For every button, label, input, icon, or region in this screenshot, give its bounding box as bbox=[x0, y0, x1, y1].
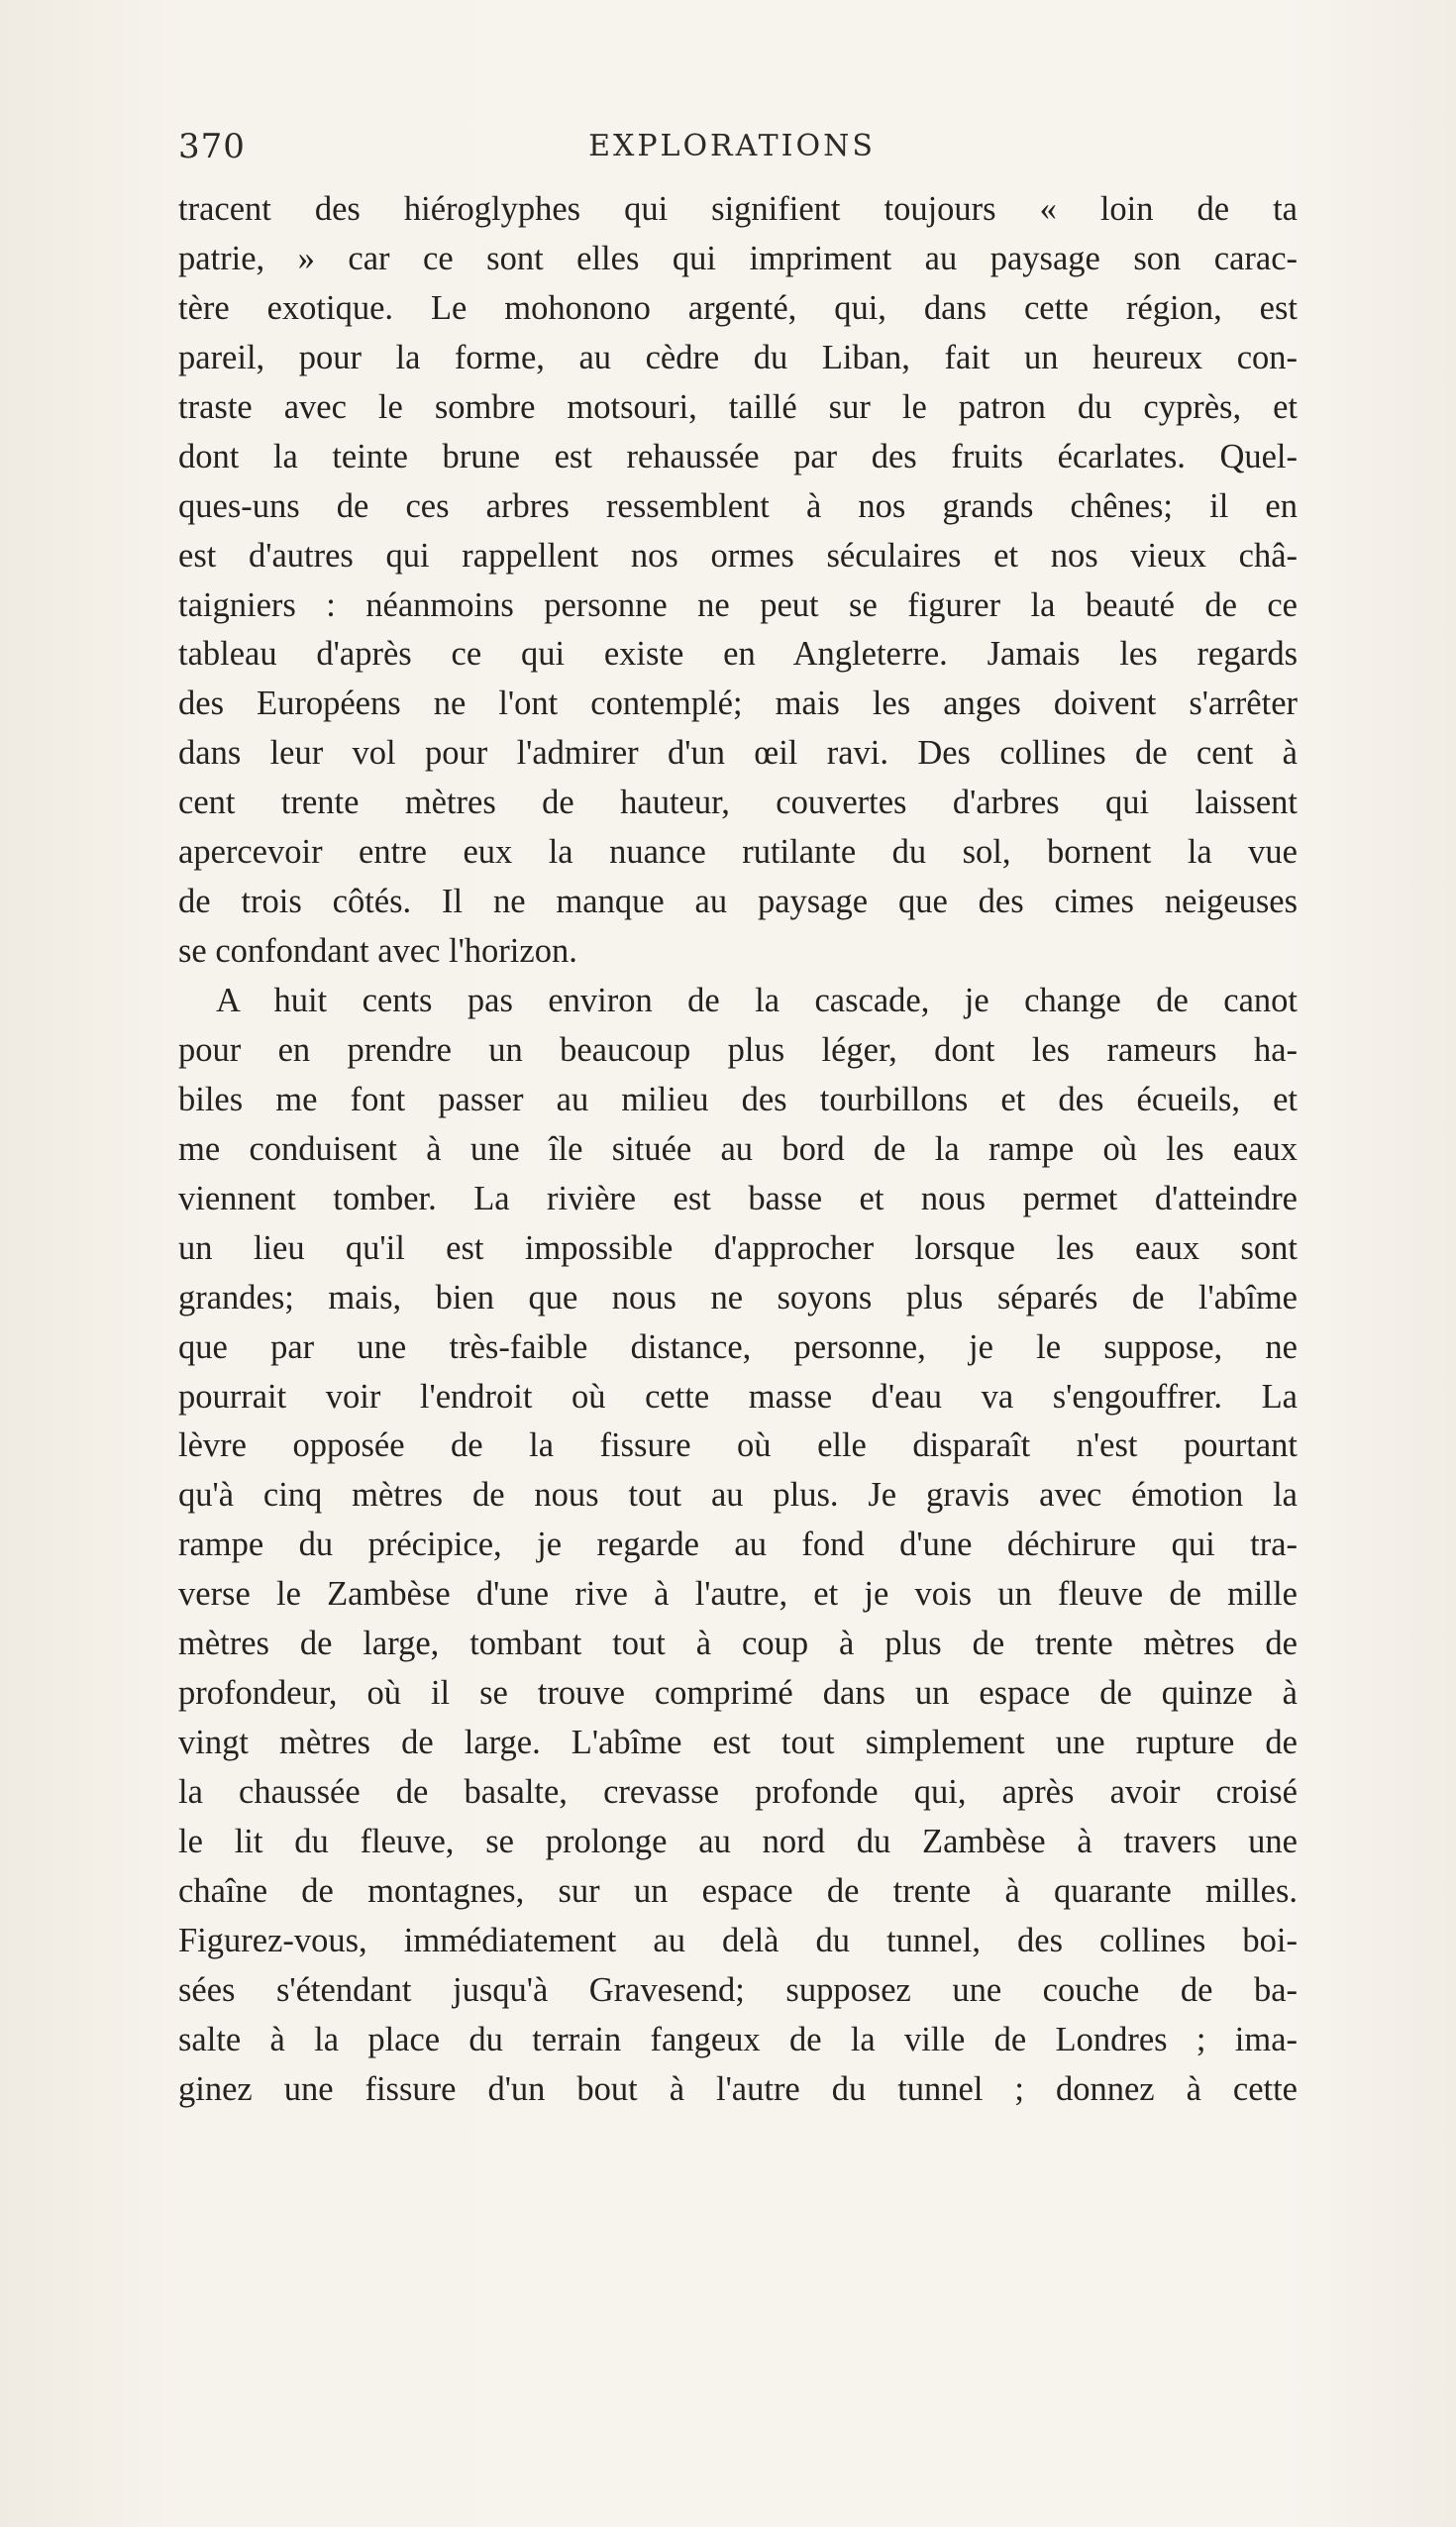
text-line: tère exotique. Le mohonono argenté, qui, dans cette région, est bbox=[178, 288, 1298, 327]
text-line: Figurez-vous, immédiatement au delà du tunnel, des collines boi- bbox=[178, 1921, 1298, 1959]
body-text bbox=[178, 185, 1298, 2115]
text-line: la chaussée de basalte, crevasse profonde qui, après avoir croisé bbox=[178, 1773, 1298, 1811]
text-line: pour en prendre un beaucoup plus léger, dont les rameurs ha- bbox=[178, 1030, 1298, 1069]
running-title: EXPLORATIONS bbox=[588, 129, 876, 163]
text-line: vingt mètres de large. L'abîme est tout simplement une rupture de bbox=[178, 1724, 1298, 1762]
page-number: 370 bbox=[178, 127, 246, 166]
text-line: ques-uns de ces arbres ressemblent à nos grands chênes; il en bbox=[178, 486, 1298, 525]
text-line: salte à la place du terrain fangeux de la ville de Londres ; ima- bbox=[178, 2020, 1298, 2058]
text-line: biles me font passer au milieu des tourbillons et des écueils, et bbox=[178, 1080, 1298, 1118]
text-line: rampe du précipice, je regarde au fond d'une déchirure qui tra- bbox=[178, 1526, 1298, 1564]
text-line: un lieu qu'il est impossible d'approcher lorsque les eaux sont bbox=[178, 1228, 1298, 1267]
text-line: pourrait voir l'endroit où cette masse d'eau va s'engouffrer. La bbox=[178, 1377, 1298, 1416]
text-line: grandes; mais, bien que nous ne soyons plus séparés de l'abîme bbox=[178, 1278, 1298, 1316]
text-line: me conduisent à une île située au bord de la rampe où les eaux bbox=[178, 1129, 1298, 1168]
text-line: viennent tomber. La rivière est basse et nous permet d'atteindre bbox=[178, 1179, 1298, 1217]
text-line: mètres de large, tombant tout à coup à plus de trente mètres de bbox=[178, 1625, 1298, 1663]
text-line: ginez une fissure d'un bout à l'autre du tunnel ; donnez à cette bbox=[178, 2069, 1298, 2108]
text-line: est d'autres qui rappellent nos ormes séculaires et nos vieux châ- bbox=[178, 536, 1298, 575]
text-line: profondeur, où il se trouve comprimé dans un espace de quinze à bbox=[178, 1674, 1298, 1713]
text-line: taigniers : néanmoins personne ne peut se figurer la beauté de ce bbox=[178, 585, 1298, 624]
text-line: dont la teinte brune est rehaussée par des fruits écarlates. Quel- bbox=[178, 437, 1298, 475]
text-line: patrie, » car ce sont elles qui impriment au paysage son carac- bbox=[178, 239, 1298, 277]
text-line: chaîne de montagnes, sur un espace de trente à quarante milles. bbox=[178, 1871, 1298, 1910]
paragraph-end-line: se confondant avec l'horizon. bbox=[178, 932, 577, 971]
text-line: traste avec le sombre motsouri, taillé sur le patron du cyprès, et bbox=[178, 387, 1298, 426]
text-line: lèvre opposée de la fissure où elle disparaît n'est pourtant bbox=[178, 1426, 1298, 1465]
text-line: que par une très-faible distance, personne, je le suppose, ne bbox=[178, 1327, 1298, 1366]
text-line: le lit du fleuve, se prolonge au nord du Zambèse à travers une bbox=[178, 1822, 1298, 1860]
text-line: pareil, pour la forme, au cèdre du Liban, fait un heureux con- bbox=[178, 338, 1298, 376]
paragraph-start-line: A huit cents pas environ de la cascade, je change de canot bbox=[216, 982, 1298, 1019]
page-header bbox=[174, 127, 1290, 178]
text-line: cent trente mètres de hauteur, couvertes d'arbres qui laissent bbox=[178, 784, 1298, 822]
text-line: tableau d'après ce qui existe en Angleterre. Jamais les regards bbox=[178, 635, 1298, 674]
text-line: de trois côtés. Il ne manque au paysage que des cimes neigeuses bbox=[178, 883, 1298, 921]
text-line: verse le Zambèse d'une rive à l'autre, et je vois un fleuve de mille bbox=[178, 1575, 1298, 1614]
text-line: des Européens ne l'ont contemplé; mais les anges doivent s'arrêter bbox=[178, 684, 1298, 723]
text-line: sées s'étendant jusqu'à Gravesend; supposez une couche de ba- bbox=[178, 1970, 1298, 2009]
text-line: tracent des hiéroglyphes qui signifient toujours « loin de ta bbox=[178, 190, 1298, 228]
text-line: apercevoir entre eux la nuance rutilante du sol, bornent la vue bbox=[178, 833, 1298, 872]
text-line: dans leur vol pour l'admirer d'un œil ravi. Des collines de cent à bbox=[178, 734, 1298, 773]
text-line: qu'à cinq mètres de nous tout au plus. Je gravis avec émotion la bbox=[178, 1476, 1298, 1515]
